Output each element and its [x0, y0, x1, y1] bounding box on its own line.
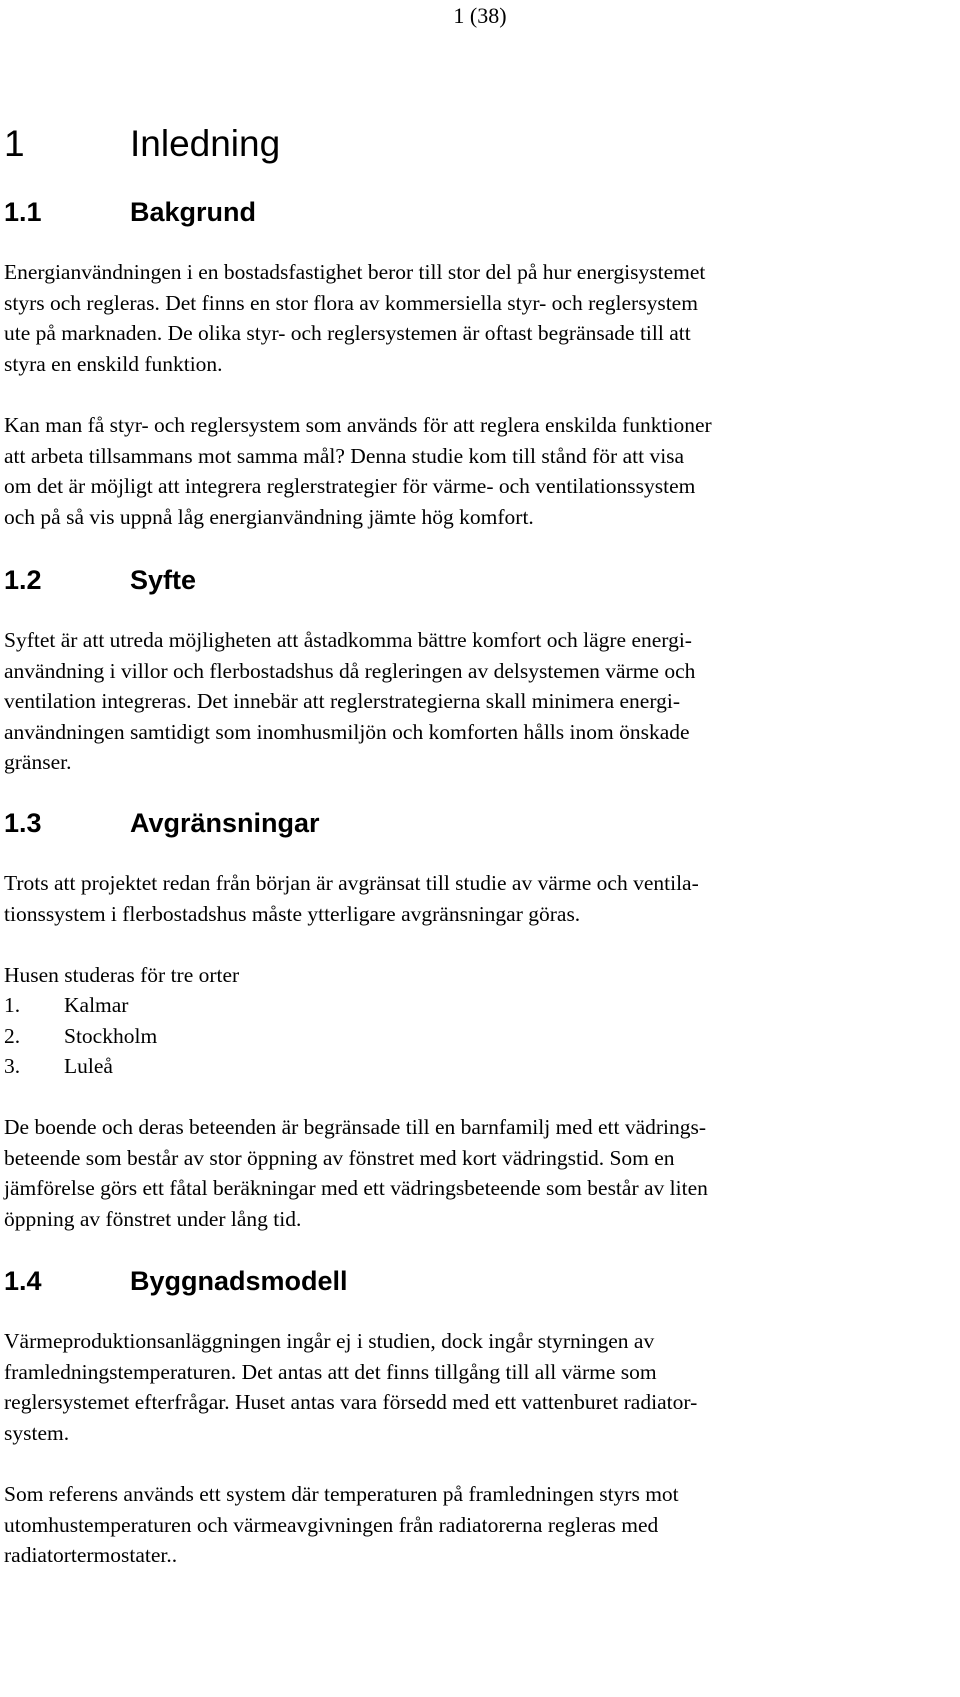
- text-line: användningen samtidigt som inomhusmiljön och komforten hålls inom önskade: [4, 719, 690, 744]
- text-line: om det är möjligt att integrera reglerstrategier för värme- och ventilationssystem: [4, 474, 696, 498]
- text-line: användning i villor och flerbostadshus då regleringen av delsystemen värme och: [4, 658, 696, 683]
- paragraph-bakgrund-2: [4, 410, 954, 532]
- text-line: och på så vis uppnå låg energianvändning jämte hög komfort.: [4, 504, 534, 529]
- paragraph-bakgrund-1: [4, 257, 954, 379]
- list-intro: [4, 960, 954, 991]
- section-heading-bakgrund: [4, 195, 256, 229]
- text-line: ute på marknaden. De olika styr- och reglersystemen är oftast begränsade till att: [4, 321, 691, 345]
- text-line: tionssystem i flerbostadshus måste ytterligare avgränsningar göras.: [4, 901, 581, 926]
- section-number: 1.2: [4, 565, 42, 595]
- text-line: gränser.: [4, 750, 72, 774]
- text-line: jämförelse görs ett fåtal beräkningar med ett vädringsbeteende som består av liten: [4, 1176, 708, 1200]
- city-list: [4, 990, 157, 1082]
- list-item: [4, 1051, 157, 1082]
- list-item-number: 2.: [4, 1023, 21, 1048]
- paragraph-byggnadsmodell-1: [4, 1326, 954, 1448]
- section-title: Bakgrund: [130, 197, 257, 227]
- text-line: reglersystemet efterfrågar. Huset antas vara försedd med ett vattenburet radiator-: [4, 1390, 698, 1414]
- section-heading-syfte: [4, 563, 196, 597]
- list-item-text: Kalmar: [64, 993, 129, 1017]
- text-line: Trots att projektet redan från början är avgränsat till studie av värme och ventila-: [4, 871, 699, 895]
- list-item: [4, 990, 157, 1021]
- section-title: Syfte: [130, 565, 197, 595]
- text-line: De boende och deras beteenden är begränsade till en barnfamilj med ett vädrings-: [4, 1115, 707, 1139]
- paragraph-avgransningar-1: [4, 868, 954, 929]
- text-line: styrs och regleras. Det finns en stor flora av kommersiella styr- och reglersystem: [4, 290, 698, 315]
- list-item-text: Luleå: [64, 1054, 113, 1078]
- list-item-text: Stockholm: [64, 1023, 158, 1048]
- page-number: 1 (38): [453, 3, 507, 28]
- text-line: utomhustemperaturen och värmeavgivningen från radiatorerna regleras med: [4, 1512, 659, 1537]
- section-title: Avgränsningar: [130, 808, 320, 838]
- text-line: styra en enskild funktion.: [4, 351, 223, 376]
- text-line: radiatortermostater..: [4, 1543, 178, 1567]
- text-line: beteende som består av stor öppning av fönstret med kort vädringstid. Som en: [4, 1145, 675, 1170]
- section-heading-avgransningar: [4, 806, 320, 840]
- text-line: Värmeproduktionsanläggningen ingår ej i studien, dock ingår styrningen av: [4, 1329, 655, 1353]
- section-number: 1.1: [4, 197, 42, 227]
- list-item: [4, 1021, 157, 1052]
- text-line: Husen studeras för tre orter: [4, 963, 240, 987]
- chapter-title: Inledning: [130, 123, 281, 164]
- text-line: system.: [4, 1420, 70, 1445]
- section-title: Byggnadsmodell: [130, 1266, 348, 1296]
- list-item-number: 1.: [4, 993, 21, 1017]
- section-number: 1.3: [4, 808, 42, 838]
- text-line: Energianvändningen i en bostadsfastighet beror till stor del på hur energisystemet: [4, 260, 706, 284]
- section-heading-byggnadsmodell: [4, 1264, 348, 1298]
- text-line: öppning av fönstret under lång tid.: [4, 1206, 302, 1231]
- section-number: 1.4: [4, 1266, 42, 1296]
- list-item-number: 3.: [4, 1054, 21, 1078]
- text-line: att arbeta tillsammans mot samma mål? Denna studie kom till stånd för att visa: [4, 443, 685, 468]
- text-line: Syftet är att utreda möjligheten att åstadkomma bättre komfort och lägre energi-: [4, 628, 692, 652]
- text-line: ventilation integreras. Det innebär att reglerstrategierna skall minimera energi-: [4, 689, 680, 713]
- text-line: framledningstemperaturen. Det antas att det finns tillgång till all värme som: [4, 1359, 657, 1384]
- chapter-heading: [4, 122, 280, 166]
- text-line: Som referens används ett system där temperaturen på framledningen styrs mot: [4, 1482, 679, 1506]
- paragraph-byggnadsmodell-2: [4, 1479, 954, 1571]
- paragraph-avgransningar-2: [4, 1112, 954, 1234]
- chapter-number: 1: [4, 123, 25, 164]
- text-line: Kan man få styr- och reglersystem som används för att reglera enskilda funktioner: [4, 413, 712, 437]
- paragraph-syfte: [4, 625, 954, 778]
